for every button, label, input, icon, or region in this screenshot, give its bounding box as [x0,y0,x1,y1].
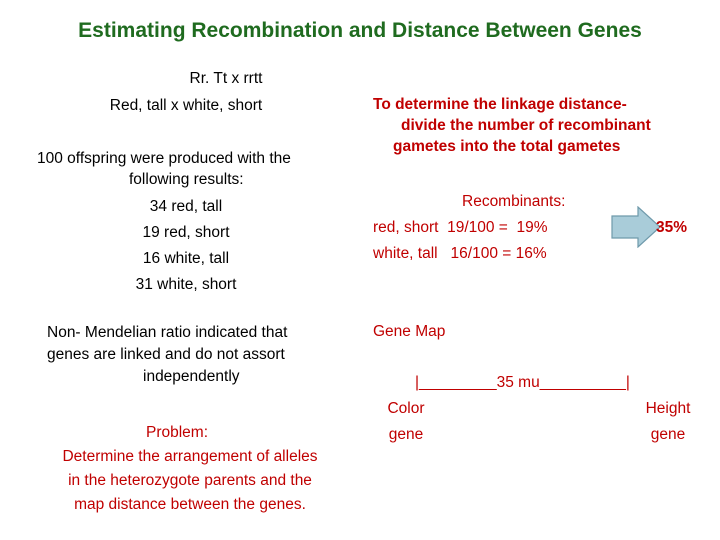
gene-right-label [632,396,704,447]
result-red-tall: 34 red, tall [149,198,223,215]
linkage-note-line: independently [143,368,240,385]
gene-left-label [370,396,442,447]
problem-label: Problem: [146,424,209,441]
linkage-note-3 [143,366,240,388]
problem-line: in the heterozygote parents and the [68,472,312,489]
cross-phenotypes: Red, tall x white, short [109,97,263,114]
linkage-note-line: genes are linked and do not assort [47,346,285,363]
linkage-note-2 [47,344,285,366]
gene-right-line: gene [650,425,686,443]
linkage-note [47,322,287,344]
offspring-intro-line-1: 100 offspring were produced with the [37,150,291,167]
linkage-explanation [373,94,651,157]
recombinant-row-white-tall: white, tall 16/100 = 16% [373,245,547,262]
offspring-intro-line-2: following results: [129,171,244,188]
linkage-line: gametes into the total gametes [393,138,621,155]
gene-map-label: Gene Map [373,323,446,340]
recombinant-row-red-short: red, short 19/100 = 19% [373,219,548,236]
gene-map-line: |_________35 mu__________| [415,374,630,391]
right-arrow-icon [611,206,661,248]
problem-line: map distance between the genes. [74,496,306,513]
linkage-line: To determine the linkage distance- [373,96,627,113]
page-title: Estimating Recombination and Distance Between Genes [78,19,642,42]
linkage-note-line: Non- Mendelian ratio indicated that [47,324,288,341]
problem-line: Determine the arrangement of alleles [62,448,318,465]
result-red-short: 19 red, short [142,224,230,241]
gene-left-line: gene [388,425,424,443]
recombinants-label: Recombinants: [462,193,566,210]
result-white-short: 31 white, short [135,276,237,293]
cross-notation: Rr. Tt x rrtt [189,70,263,87]
result-white-tall: 16 white, tall [142,250,230,267]
total-recombination: 35% [656,219,688,236]
gene-right-line: Height [645,400,691,417]
linkage-line: divide the number of recombinant [401,117,651,134]
problem-text [20,445,360,517]
gene-left-line: Color [387,400,425,417]
